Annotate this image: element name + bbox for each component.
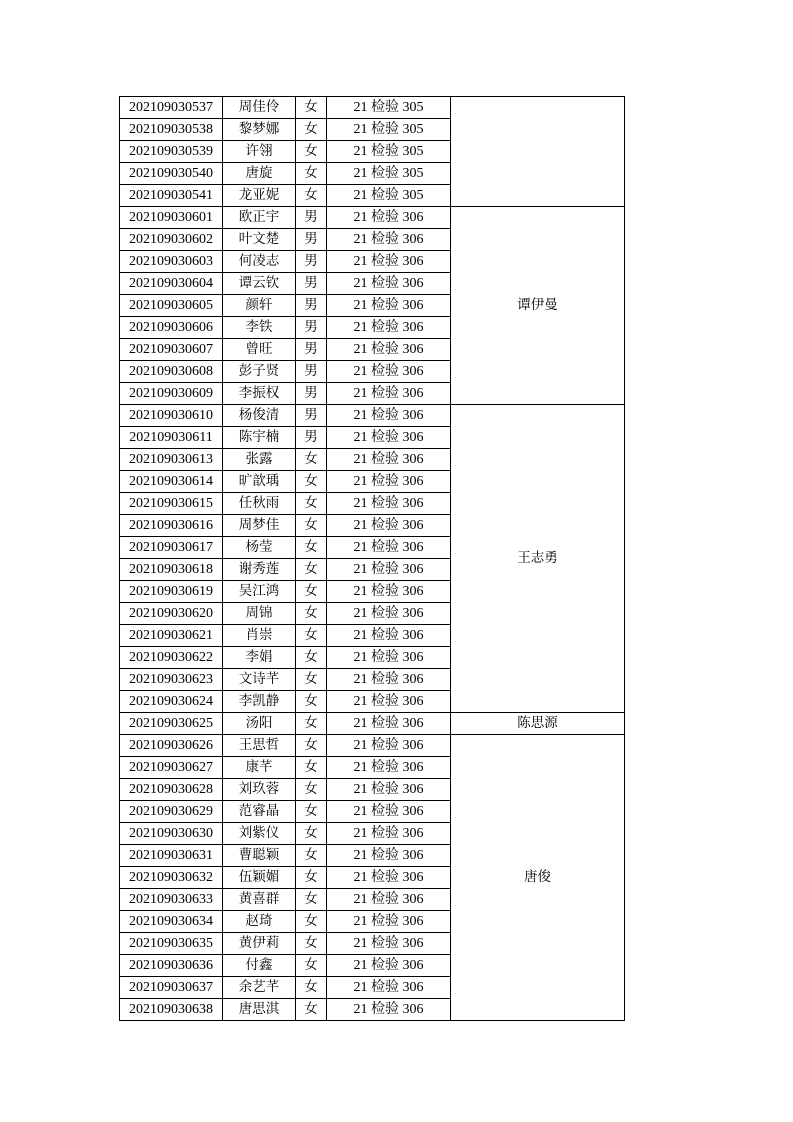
- gender-cell: 男: [296, 317, 327, 339]
- table-row: [120, 713, 625, 735]
- student-name-cell: 许翎: [223, 141, 296, 163]
- gender-cell: 女: [296, 911, 327, 933]
- teacher-cell: [451, 97, 625, 207]
- student-id-cell: 202109030538: [120, 119, 223, 141]
- student-name-cell: 颜轩: [223, 295, 296, 317]
- gender-cell: 女: [296, 449, 327, 471]
- gender-cell: 女: [296, 845, 327, 867]
- gender-cell: 女: [296, 515, 327, 537]
- student-name-cell: 李娟: [223, 647, 296, 669]
- student-id-cell: 202109030609: [120, 383, 223, 405]
- student-id-cell: 202109030613: [120, 449, 223, 471]
- class-cell: 21 检验 306: [327, 669, 451, 691]
- student-id-cell: 202109030626: [120, 735, 223, 757]
- student-name-cell: 龙亚妮: [223, 185, 296, 207]
- gender-cell: 女: [296, 999, 327, 1021]
- student-name-cell: 唐旋: [223, 163, 296, 185]
- class-cell: 21 检验 306: [327, 427, 451, 449]
- class-cell: 21 检验 306: [327, 559, 451, 581]
- class-cell: 21 检验 306: [327, 933, 451, 955]
- student-id-cell: 202109030614: [120, 471, 223, 493]
- gender-cell: 女: [296, 757, 327, 779]
- table-row: [120, 207, 625, 229]
- student-name-cell: 肖崇: [223, 625, 296, 647]
- gender-cell: 男: [296, 339, 327, 361]
- student-name-cell: 谭云钦: [223, 273, 296, 295]
- student-name-cell: 黄伊莉: [223, 933, 296, 955]
- gender-cell: 男: [296, 361, 327, 383]
- student-name-cell: 杨俊清: [223, 405, 296, 427]
- table-row: [120, 735, 625, 757]
- student-id-cell: 202109030541: [120, 185, 223, 207]
- student-name-cell: 彭子贤: [223, 361, 296, 383]
- student-id-cell: 202109030625: [120, 713, 223, 735]
- gender-cell: 女: [296, 691, 327, 713]
- student-id-cell: 202109030606: [120, 317, 223, 339]
- gender-cell: 男: [296, 207, 327, 229]
- student-id-cell: 202109030630: [120, 823, 223, 845]
- student-id-cell: 202109030631: [120, 845, 223, 867]
- gender-cell: 女: [296, 559, 327, 581]
- student-name-cell: 唐思淇: [223, 999, 296, 1021]
- gender-cell: 女: [296, 779, 327, 801]
- student-name-cell: 汤阳: [223, 713, 296, 735]
- student-id-cell: 202109030619: [120, 581, 223, 603]
- student-id-cell: 202109030540: [120, 163, 223, 185]
- student-id-cell: 202109030633: [120, 889, 223, 911]
- student-id-cell: 202109030620: [120, 603, 223, 625]
- student-id-cell: 202109030617: [120, 537, 223, 559]
- student-id-cell: 202109030628: [120, 779, 223, 801]
- class-cell: 21 检验 306: [327, 757, 451, 779]
- gender-cell: 女: [296, 471, 327, 493]
- class-cell: 21 检验 306: [327, 537, 451, 559]
- class-cell: 21 检验 306: [327, 295, 451, 317]
- student-id-cell: 202109030608: [120, 361, 223, 383]
- student-id-cell: 202109030624: [120, 691, 223, 713]
- student-name-cell: 付鑫: [223, 955, 296, 977]
- gender-cell: 女: [296, 955, 327, 977]
- class-cell: 21 检验 306: [327, 999, 451, 1021]
- student-id-cell: 202109030539: [120, 141, 223, 163]
- student-id-cell: 202109030632: [120, 867, 223, 889]
- student-name-cell: 周佳伶: [223, 97, 296, 119]
- class-cell: 21 检验 306: [327, 735, 451, 757]
- class-cell: 21 检验 306: [327, 713, 451, 735]
- gender-cell: 女: [296, 735, 327, 757]
- class-cell: 21 检验 306: [327, 603, 451, 625]
- class-cell: 21 检验 306: [327, 647, 451, 669]
- student-id-cell: 202109030638: [120, 999, 223, 1021]
- class-cell: 21 检验 306: [327, 911, 451, 933]
- roster-body: [120, 97, 625, 1021]
- class-cell: 21 检验 306: [327, 977, 451, 999]
- teacher-cell: 王志勇: [451, 405, 625, 713]
- student-name-cell: 王思哲: [223, 735, 296, 757]
- gender-cell: 女: [296, 581, 327, 603]
- class-cell: 21 检验 306: [327, 823, 451, 845]
- student-id-cell: 202109030627: [120, 757, 223, 779]
- gender-cell: 男: [296, 229, 327, 251]
- gender-cell: 女: [296, 185, 327, 207]
- student-name-cell: 陈宇楠: [223, 427, 296, 449]
- class-cell: 21 检验 306: [327, 383, 451, 405]
- student-name-cell: 李铁: [223, 317, 296, 339]
- gender-cell: 女: [296, 977, 327, 999]
- student-name-cell: 余艺芊: [223, 977, 296, 999]
- gender-cell: 男: [296, 405, 327, 427]
- teacher-cell: 陈思源: [451, 713, 625, 735]
- table-row: [120, 405, 625, 427]
- student-id-cell: 202109030537: [120, 97, 223, 119]
- class-cell: 21 检验 306: [327, 229, 451, 251]
- class-cell: 21 检验 306: [327, 779, 451, 801]
- student-id-cell: 202109030604: [120, 273, 223, 295]
- student-id-cell: 202109030605: [120, 295, 223, 317]
- class-cell: 21 检验 305: [327, 119, 451, 141]
- student-name-cell: 李凯静: [223, 691, 296, 713]
- student-id-cell: 202109030623: [120, 669, 223, 691]
- gender-cell: 女: [296, 713, 327, 735]
- class-cell: 21 检验 306: [327, 801, 451, 823]
- student-id-cell: 202109030618: [120, 559, 223, 581]
- student-id-cell: 202109030636: [120, 955, 223, 977]
- student-name-cell: 曹聪颖: [223, 845, 296, 867]
- class-cell: 21 检验 306: [327, 273, 451, 295]
- student-name-cell: 杨莹: [223, 537, 296, 559]
- gender-cell: 女: [296, 163, 327, 185]
- student-name-cell: 周梦佳: [223, 515, 296, 537]
- student-id-cell: 202109030616: [120, 515, 223, 537]
- gender-cell: 女: [296, 889, 327, 911]
- teacher-cell: 谭伊曼: [451, 207, 625, 405]
- gender-cell: 女: [296, 647, 327, 669]
- student-name-cell: 文诗芊: [223, 669, 296, 691]
- gender-cell: 男: [296, 427, 327, 449]
- class-cell: 21 检验 306: [327, 625, 451, 647]
- class-cell: 21 检验 306: [327, 581, 451, 603]
- class-cell: 21 检验 306: [327, 691, 451, 713]
- gender-cell: 女: [296, 141, 327, 163]
- student-name-cell: 周锦: [223, 603, 296, 625]
- student-name-cell: 刘紫仪: [223, 823, 296, 845]
- student-id-cell: 202109030615: [120, 493, 223, 515]
- class-cell: 21 检验 306: [327, 207, 451, 229]
- class-cell: 21 检验 305: [327, 97, 451, 119]
- gender-cell: 女: [296, 97, 327, 119]
- student-name-cell: 赵琦: [223, 911, 296, 933]
- gender-cell: 女: [296, 603, 327, 625]
- gender-cell: 女: [296, 933, 327, 955]
- gender-cell: 女: [296, 669, 327, 691]
- class-cell: 21 检验 306: [327, 493, 451, 515]
- gender-cell: 女: [296, 625, 327, 647]
- class-cell: 21 检验 306: [327, 339, 451, 361]
- student-name-cell: 李振权: [223, 383, 296, 405]
- student-id-cell: 202109030601: [120, 207, 223, 229]
- class-cell: 21 检验 306: [327, 867, 451, 889]
- gender-cell: 女: [296, 867, 327, 889]
- class-cell: 21 检验 306: [327, 317, 451, 339]
- student-id-cell: 202109030602: [120, 229, 223, 251]
- student-name-cell: 黄喜群: [223, 889, 296, 911]
- class-cell: 21 检验 306: [327, 955, 451, 977]
- student-name-cell: 黎梦娜: [223, 119, 296, 141]
- gender-cell: 男: [296, 273, 327, 295]
- class-cell: 21 检验 306: [327, 889, 451, 911]
- student-name-cell: 何凌志: [223, 251, 296, 273]
- student-name-cell: 旷歆瑀: [223, 471, 296, 493]
- teacher-cell: 唐俊: [451, 735, 625, 1021]
- student-name-cell: 范睿晶: [223, 801, 296, 823]
- student-name-cell: 任秋雨: [223, 493, 296, 515]
- student-id-cell: 202109030622: [120, 647, 223, 669]
- student-name-cell: 康芊: [223, 757, 296, 779]
- class-cell: 21 检验 306: [327, 845, 451, 867]
- class-cell: 21 检验 306: [327, 515, 451, 537]
- gender-cell: 女: [296, 493, 327, 515]
- table-row: [120, 97, 625, 119]
- student-name-cell: 曾旺: [223, 339, 296, 361]
- gender-cell: 男: [296, 383, 327, 405]
- student-id-cell: 202109030637: [120, 977, 223, 999]
- gender-cell: 男: [296, 251, 327, 273]
- class-cell: 21 检验 306: [327, 471, 451, 493]
- student-name-cell: 刘玖蓉: [223, 779, 296, 801]
- student-name-cell: 张露: [223, 449, 296, 471]
- gender-cell: 男: [296, 295, 327, 317]
- student-id-cell: 202109030603: [120, 251, 223, 273]
- class-cell: 21 检验 306: [327, 251, 451, 273]
- gender-cell: 女: [296, 801, 327, 823]
- student-name-cell: 吴江鸿: [223, 581, 296, 603]
- student-id-cell: 202109030634: [120, 911, 223, 933]
- class-cell: 21 检验 305: [327, 141, 451, 163]
- student-name-cell: 欧正宇: [223, 207, 296, 229]
- gender-cell: 女: [296, 823, 327, 845]
- student-roster-table: [119, 96, 625, 1021]
- gender-cell: 女: [296, 119, 327, 141]
- student-id-cell: 202109030635: [120, 933, 223, 955]
- class-cell: 21 检验 306: [327, 361, 451, 383]
- class-cell: 21 检验 306: [327, 449, 451, 471]
- student-id-cell: 202109030621: [120, 625, 223, 647]
- student-id-cell: 202109030629: [120, 801, 223, 823]
- class-cell: 21 检验 306: [327, 405, 451, 427]
- student-name-cell: 伍颖媚: [223, 867, 296, 889]
- gender-cell: 女: [296, 537, 327, 559]
- class-cell: 21 检验 305: [327, 185, 451, 207]
- student-id-cell: 202109030607: [120, 339, 223, 361]
- student-name-cell: 叶文楚: [223, 229, 296, 251]
- student-name-cell: 谢秀莲: [223, 559, 296, 581]
- class-cell: 21 检验 305: [327, 163, 451, 185]
- student-id-cell: 202109030611: [120, 427, 223, 449]
- student-id-cell: 202109030610: [120, 405, 223, 427]
